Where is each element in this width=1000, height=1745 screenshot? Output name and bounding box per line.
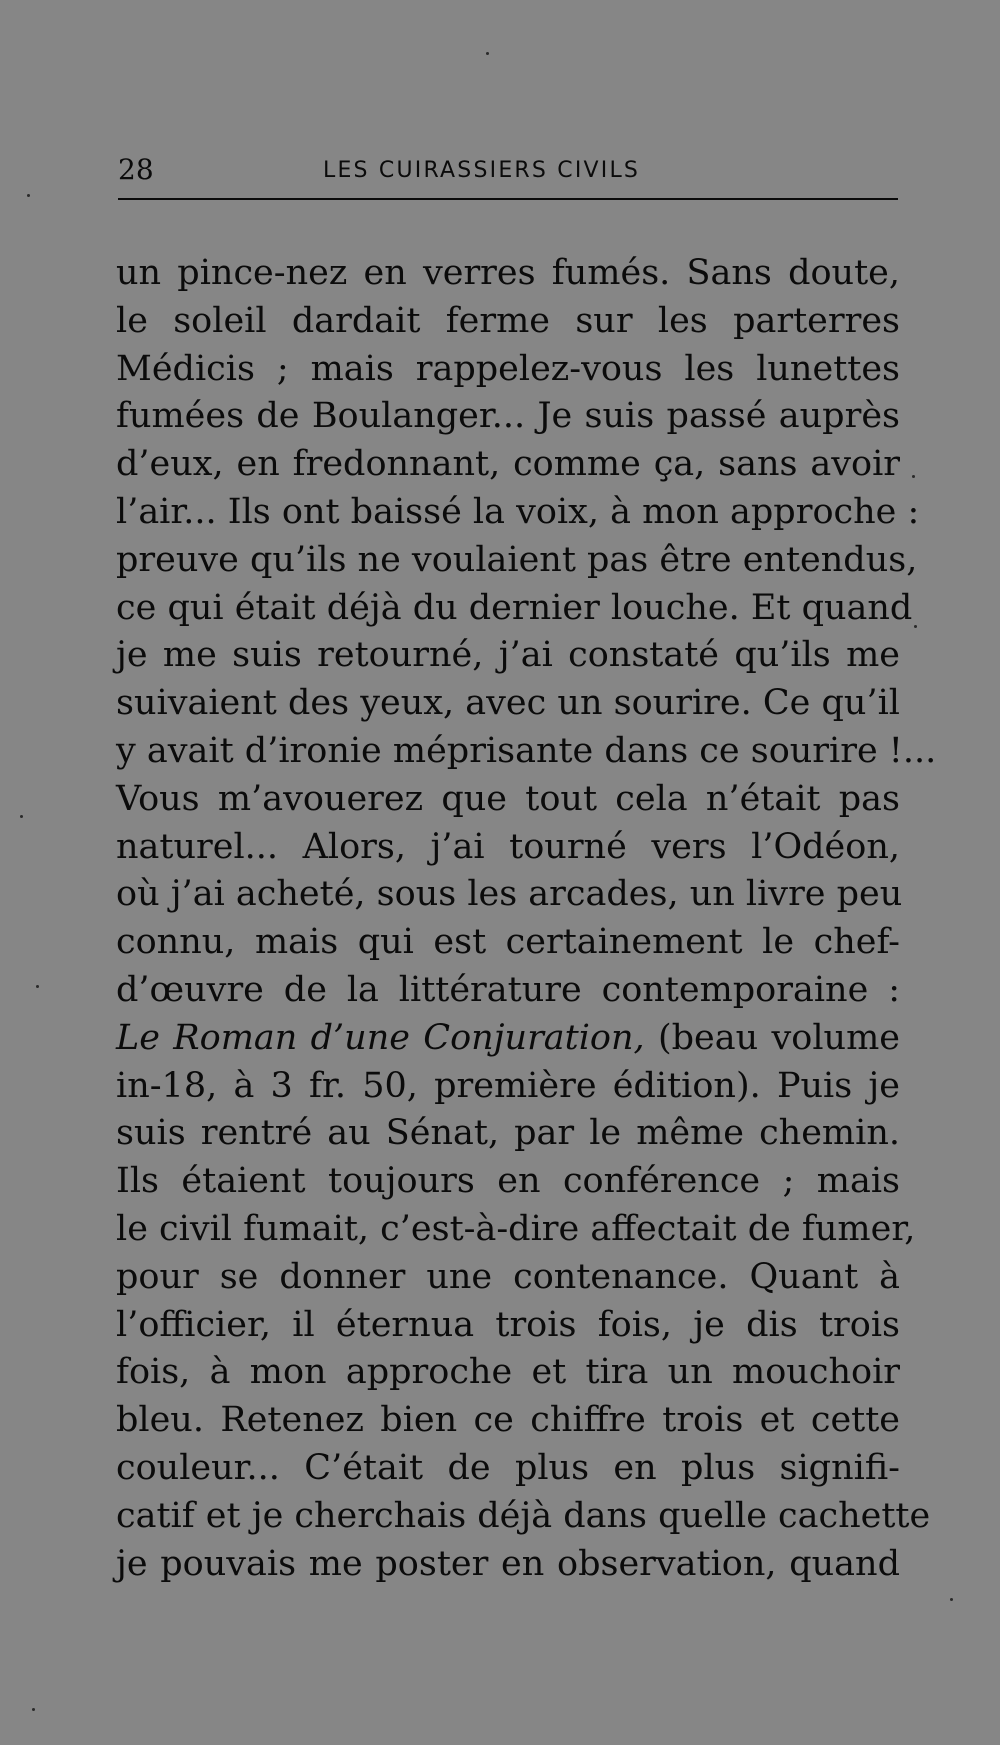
text-line: l’officier, il éternua trois fois, je dis trois [116, 1304, 900, 1345]
text-line: où j’ai acheté, sous les arcades, un livre peu [116, 874, 903, 915]
text-line: je pouvais me poster en observation, quand [116, 1543, 900, 1584]
text-line-rest: (beau volume [644, 1017, 900, 1058]
text-line: suis rentré au Sénat, par le même chemin. [116, 1113, 900, 1154]
running-title: LES CUIRASSIERS CIVILS [323, 158, 641, 183]
print-speck [914, 625, 917, 628]
text-line: Ils étaient toujours en conférence ; mais [116, 1161, 900, 1202]
header-rule [118, 198, 898, 200]
text-line: y avait d’ironie méprisante dans ce sourire !... [116, 730, 937, 771]
text-line: catif et je cherchais déjà dans quelle cachette [116, 1495, 931, 1536]
text-line: un pince-nez en verres fumés. Sans doute, [116, 253, 900, 293]
book-title: Le Roman d’une Conjuration, [116, 1017, 645, 1058]
page-number: 28 [118, 153, 154, 186]
text-line: l’air... Ils ont baissé la voix, à mon approche : [116, 491, 920, 532]
print-speck [27, 194, 30, 197]
text-line: in-18, à 3 fr. 50, première édition). Puis je [116, 1065, 900, 1106]
text-line: couleur... C’était de plus en plus signifi- [116, 1447, 900, 1488]
print-speck [36, 985, 39, 988]
text-line: d’eux, en fredonnant, comme ça, sans avoir [116, 444, 900, 485]
page-header [118, 152, 898, 192]
text-line: bleu. Retenez bien ce chiffre trois et cette [116, 1400, 900, 1441]
text-line: fois, à mon approche et tira un mouchoir [116, 1352, 900, 1393]
text-line: pour se donner une contenance. Quant à [116, 1256, 900, 1297]
text-line: connu, mais qui est certainement le chef- [116, 922, 900, 963]
text-line: ce qui était déjà du dernier louche. Et quand [116, 587, 913, 628]
text-line: Médicis ; mais rappelez-vous les lunettes [116, 348, 900, 389]
text-line: le soleil dardait ferme sur les parterres [116, 300, 900, 341]
text-line: d’œuvre de la littérature contemporaine : [116, 969, 900, 1010]
body-text [116, 250, 937, 1588]
text-line-with-title [116, 1015, 900, 1063]
text-line: le civil fumait, c’est-à-dire affectait de fumer, [116, 1208, 916, 1249]
text-line: naturel... Alors, j’ai tourné vers l’Odéon, [116, 826, 900, 867]
text-line: preuve qu’ils ne voulaient pas être entendus, [116, 539, 918, 580]
text-line: je me suis retourné, j’ai constaté qu’ils me [116, 635, 900, 676]
print-speck [950, 1598, 953, 1601]
text-line: Vous m’avouerez que tout cela n’était pas [116, 778, 900, 819]
print-speck [912, 475, 915, 478]
print-speck [32, 1708, 35, 1711]
print-speck [486, 52, 489, 55]
text-line: suivaient des yeux, avec un sourire. Ce qu’il [116, 683, 900, 724]
print-speck [20, 815, 23, 818]
text-line: fumées de Boulanger... Je suis passé auprès [116, 396, 900, 437]
